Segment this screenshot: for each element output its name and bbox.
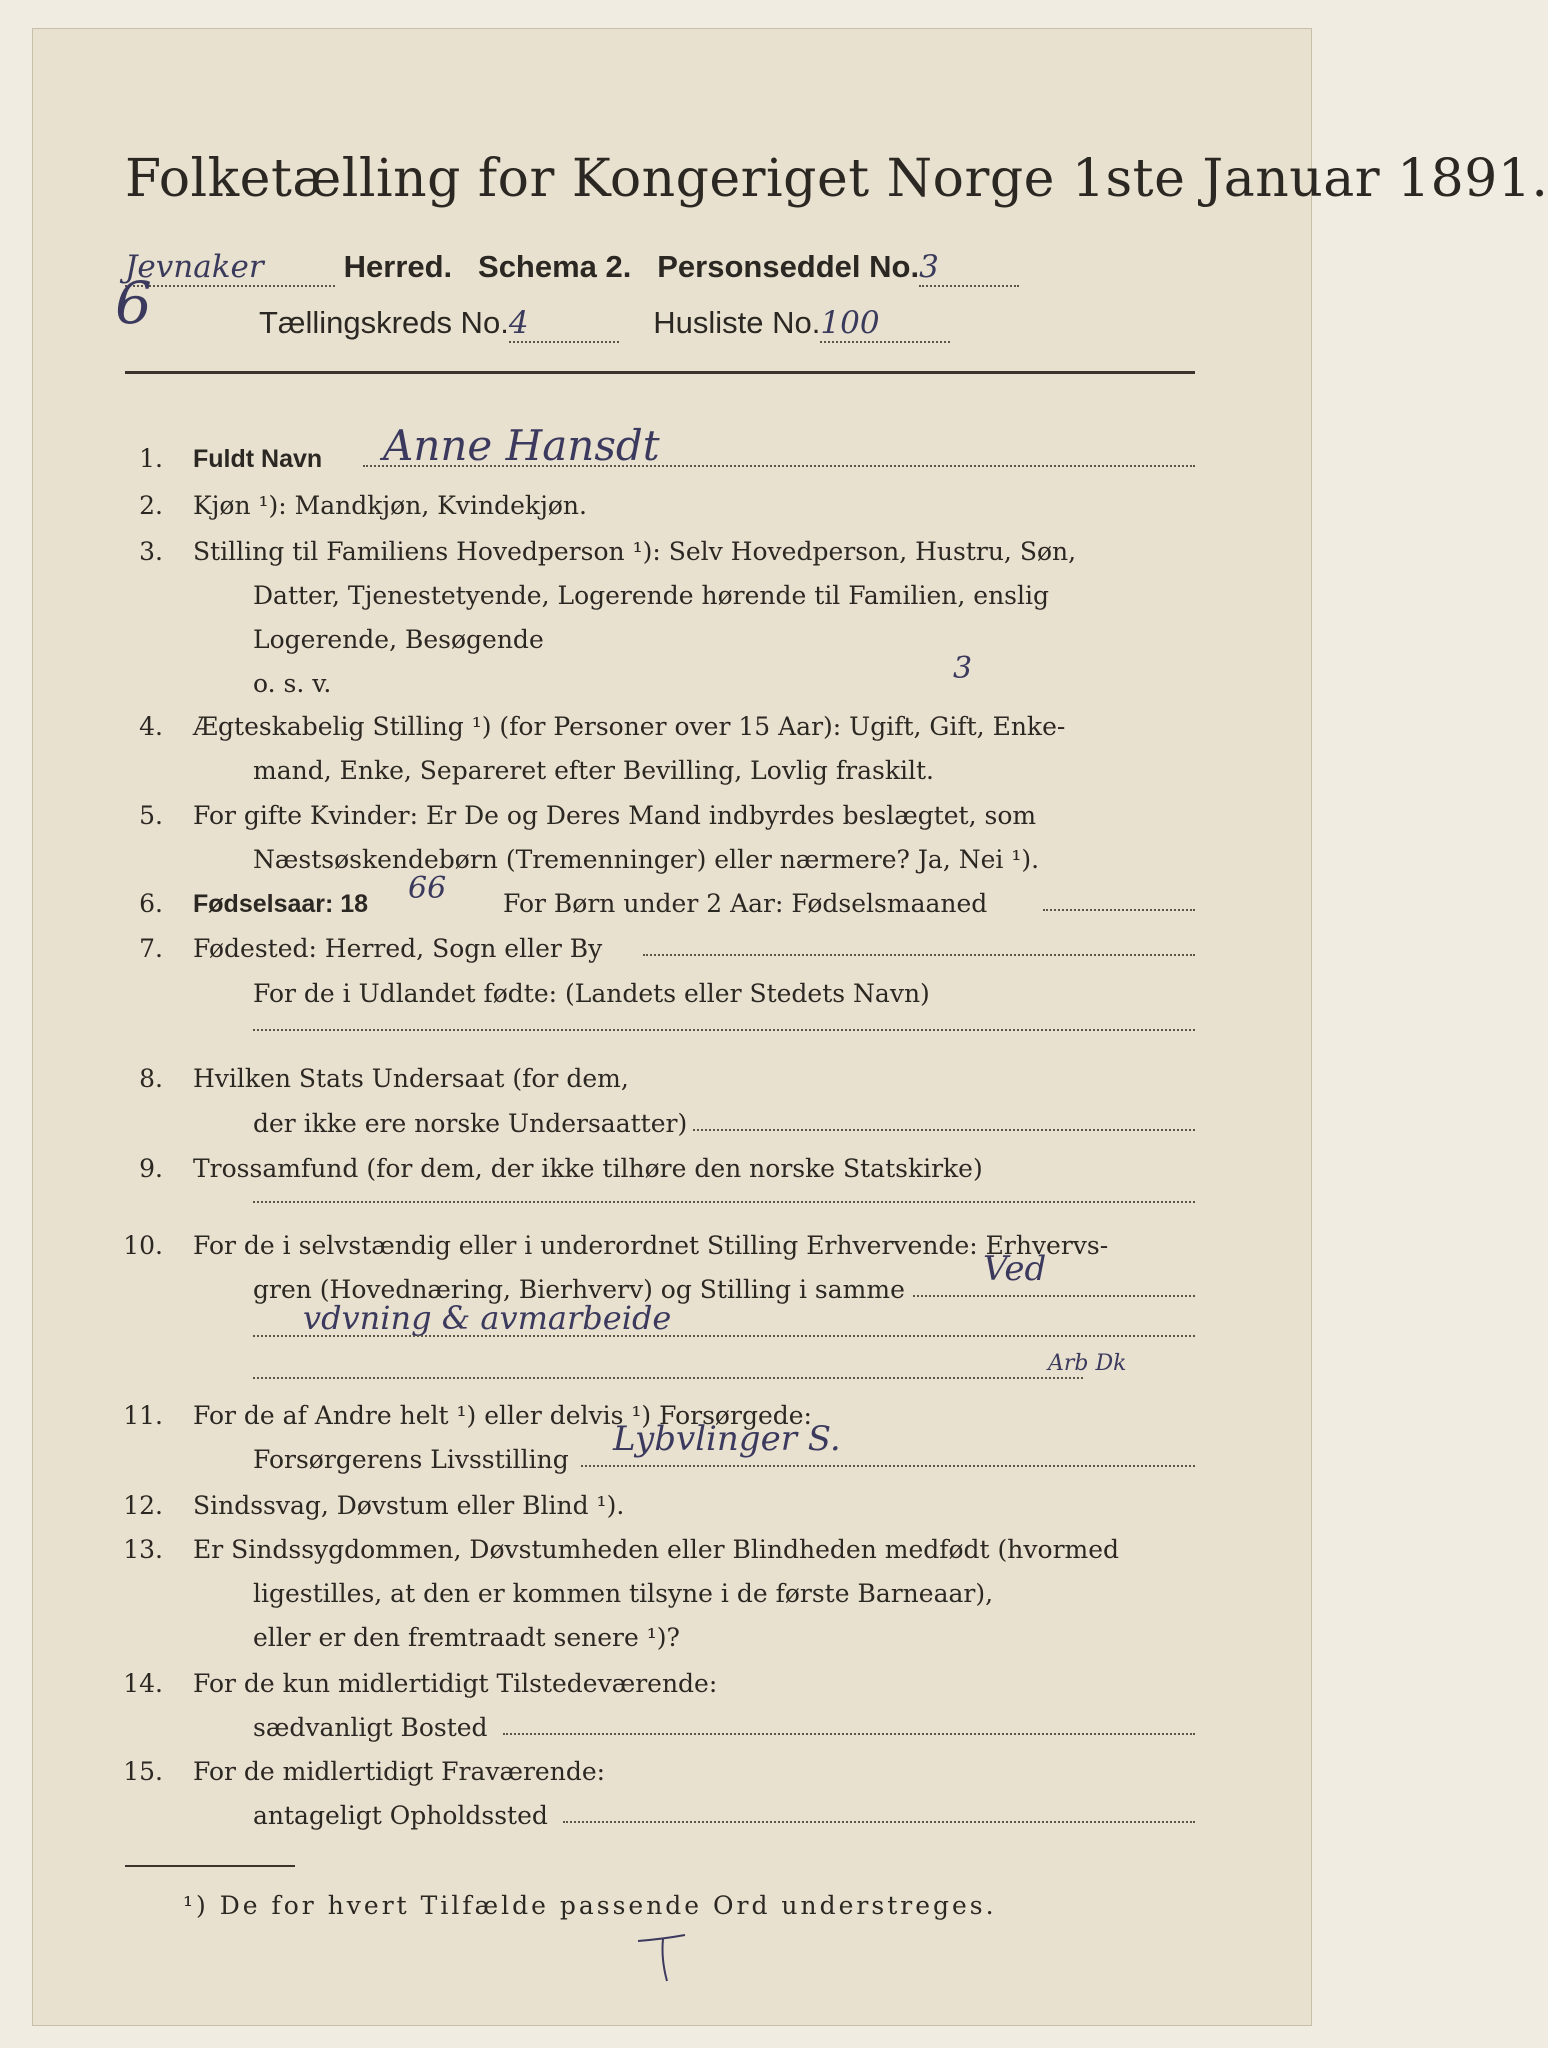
item-3-line3: Logerende, Besøgende <box>253 625 544 654</box>
item-10-number: 10. <box>123 1231 163 1260</box>
item-13-line1: Er Sindssygdommen, Døvstumheden eller Blindheden medfødt (hvormed <box>193 1535 1120 1564</box>
item-14-line1: For de kun midlertidigt Tilstedeværende: <box>193 1669 718 1698</box>
herred-field <box>125 249 335 287</box>
item-6-rest: For Børn under 2 Aar: Fødselsmaaned <box>503 889 988 918</box>
item-10-handwritten-2: vdvning & avmarbeide <box>303 1299 672 1337</box>
item-11-line1: For de af Andre helt ¹) eller delvis ¹) Forsørgede: <box>193 1401 812 1430</box>
item-7-line2: For de i Udlandet fødte: (Landets eller Stedets Navn) <box>253 979 930 1008</box>
item-3-line1: Stilling til Familiens Hovedperson ¹): Selv Hovedperson, Hustru, Søn, <box>193 537 1077 566</box>
item-10-line2: gren (Hovednæring, Bierhverv) og Stilling i samme <box>253 1275 905 1304</box>
item-12-number: 12. <box>123 1491 163 1520</box>
item-15-line1: For de midlertidigt Fraværende: <box>193 1757 606 1786</box>
item-4-handwritten-mark: 3 <box>953 651 973 686</box>
handwritten-scribble <box>633 1929 693 1989</box>
kreds-label: Tællingskreds No. <box>259 305 509 340</box>
kreds-field <box>509 305 619 343</box>
item-4-line1: Ægteskabelig Stilling ¹) (for Personer over 15 Aar): Ugift, Gift, Enke- <box>193 712 1066 741</box>
form-title: Folketælling for Kongeriget Norge 1ste Januar 1891. <box>125 149 1548 209</box>
margin-handwritten-mark: 6 <box>115 269 152 337</box>
item-11-number: 11. <box>123 1401 163 1430</box>
item-12-text: Sindssvag, Døvstum eller Blind ¹). <box>193 1491 625 1520</box>
item-13-number: 13. <box>123 1535 163 1564</box>
item-2-text: Kjøn ¹): Mandkjøn, Kvindekjøn. <box>193 491 587 520</box>
item-6-dotted-line <box>1043 909 1195 911</box>
census-form-page <box>32 28 1548 2026</box>
item-2-number: 2. <box>139 491 163 520</box>
item-1-label: Fuldt Navn <box>193 445 323 473</box>
herred-handwriting: Jevnaker <box>125 249 264 285</box>
husliste-handwriting: 100 <box>820 305 880 341</box>
footnote-rule <box>125 1865 295 1867</box>
item-5-line2: Næstsøskendebørn (Tremenninger) eller nærmere? Ja, Nei ¹). <box>253 845 1040 874</box>
item-3-number: 3. <box>139 537 163 566</box>
item-7-line1: Fødested: Herred, Sogn eller By <box>193 934 603 963</box>
item-7-dotted-line <box>643 954 1195 956</box>
item-6-handwritten-year: 66 <box>408 871 447 906</box>
personseddel-field <box>919 249 1019 287</box>
item-7-dotted-line-2 <box>253 1029 1195 1031</box>
herred-line <box>125 249 1019 287</box>
item-10-dotted-line <box>913 1295 1195 1297</box>
item-8-dotted-line <box>693 1129 1195 1131</box>
item-3-line4: o. s. v. <box>253 669 332 698</box>
item-11-handwritten: Lybvlinger S. <box>613 1419 841 1459</box>
item-9-line1: Trossamfund (for dem, der ikke tilhøre den norske Statskirke) <box>193 1154 983 1183</box>
item-6-number: 6. <box>139 889 163 918</box>
kreds-line <box>259 305 950 343</box>
item-15-line2: antageligt Opholdssted <box>253 1801 548 1830</box>
item-10-dotted-line-2 <box>253 1335 1195 1337</box>
item-13-line2: ligestilles, at den er kommen tilsyne i de første Barneaar), <box>253 1579 994 1608</box>
item-14-line2: sædvanligt Bosted <box>253 1713 488 1742</box>
herred-label: Herred. <box>343 249 453 284</box>
item-13-line3: eller er den fremtraadt senere ¹)? <box>253 1623 680 1652</box>
item-7-number: 7. <box>139 934 163 963</box>
item-1-number: 1. <box>139 444 163 473</box>
item-11-dotted-line <box>581 1465 1195 1467</box>
item-10-line1: For de i selvstændig eller i underordnet Stilling Erhvervende: Erhvervs- <box>193 1231 1109 1260</box>
kreds-handwriting: 4 <box>508 305 529 341</box>
item-8-line2: der ikke ere norske Undersaatter) <box>253 1109 688 1138</box>
item-4-line2: mand, Enke, Separeret efter Bevilling, Lovlig fraskilt. <box>253 756 934 785</box>
header-rule <box>125 371 1195 374</box>
item-8-number: 8. <box>139 1064 163 1093</box>
item-11-line2: Forsørgerens Livsstilling <box>253 1445 569 1474</box>
item-14-number: 14. <box>123 1669 163 1698</box>
item-9-dotted-line <box>253 1201 1195 1203</box>
schema-label: Schema 2. <box>478 249 632 284</box>
husliste-field <box>820 305 950 343</box>
item-9-number: 9. <box>139 1154 163 1183</box>
item-5-number: 5. <box>139 801 163 830</box>
item-10-dotted-line-3 <box>253 1377 1083 1379</box>
item-5-line1: For gifte Kvinder: Er De og Deres Mand indbyrdes beslægtet, som <box>193 801 1037 830</box>
item-10-handwritten-1: Ved <box>983 1249 1047 1289</box>
item-8-line1: Hvilken Stats Undersaat (for dem, <box>193 1064 629 1093</box>
item-4-number: 4. <box>139 712 163 741</box>
item-14-dotted-line <box>503 1733 1195 1735</box>
personseddel-label: Personseddel No. <box>657 249 920 284</box>
personseddel-handwriting: 3 <box>919 249 939 285</box>
item-6-label: Fødselsaar: 18 <box>193 890 369 918</box>
husliste-label: Husliste No. <box>653 305 821 340</box>
item-10-handwritten-3: Arb Dk <box>1048 1351 1127 1376</box>
item-3-line2: Datter, Tjenestetyende, Logerende hørende til Familien, enslig <box>253 581 1050 610</box>
item-1-handwritten-name: Anne Hansdt <box>383 421 660 470</box>
footnote: ¹) De for hvert Tilfælde passende Ord understreges. <box>183 1891 997 1920</box>
item-15-number: 15. <box>123 1757 163 1786</box>
item-15-dotted-line <box>563 1821 1195 1823</box>
